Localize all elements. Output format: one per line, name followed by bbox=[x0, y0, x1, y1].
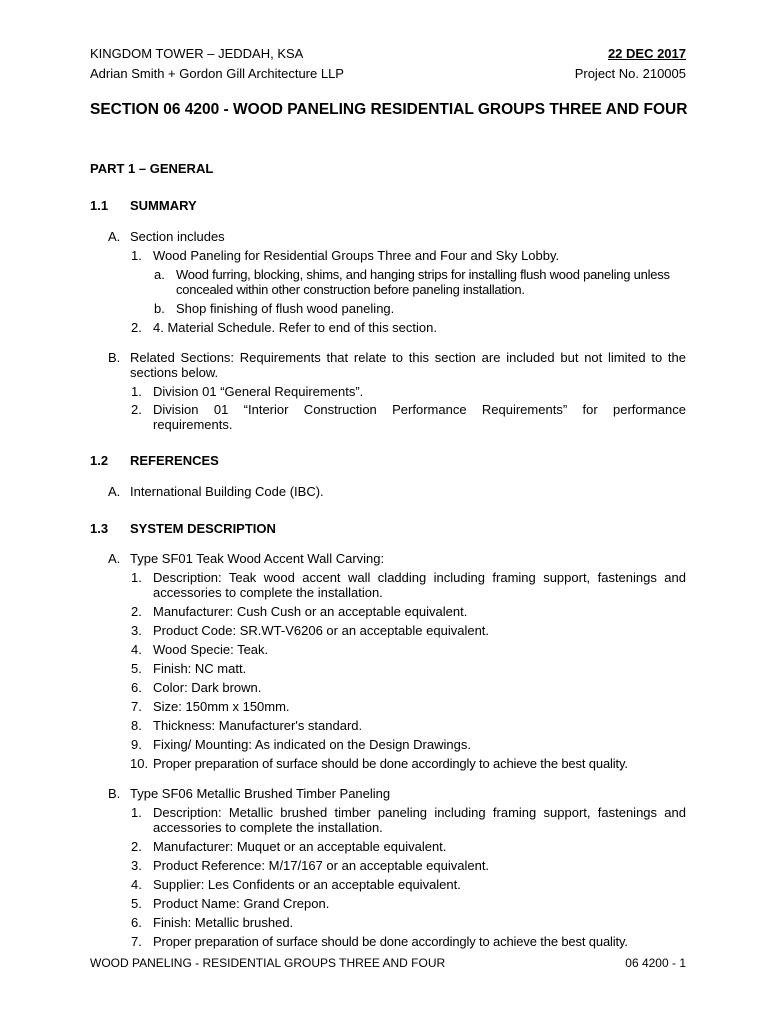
list-marker: 8. bbox=[131, 718, 142, 733]
list-item bbox=[131, 248, 686, 263]
list-marker: B. bbox=[108, 786, 121, 801]
list-item bbox=[130, 756, 693, 771]
section-number: 1.1 bbox=[90, 198, 109, 213]
list-item bbox=[131, 699, 686, 714]
footer-title: WOOD PANELING - RESIDENTIAL GROUPS THREE AND FOUR bbox=[90, 956, 446, 970]
project-name: KINGDOM TOWER – JEDDAH, KSA bbox=[90, 46, 304, 61]
list-item bbox=[131, 896, 686, 911]
list-text: Shop finishing of flush wood paneling. bbox=[176, 301, 395, 316]
list-marker: 2. bbox=[131, 604, 142, 619]
list-text: Color: Dark brown. bbox=[153, 680, 262, 695]
list-text: Related Sections: Requirements that relate to this section are included but not limited to the sections below. bbox=[130, 350, 686, 380]
list-text: Manufacturer: Muquet or an acceptable equivalent. bbox=[153, 839, 447, 854]
list-item bbox=[131, 877, 686, 892]
list-text: Wood furring, blocking, shims, and hanging strips for installing flush wood paneling unless concealed within other construction before paneling installation. bbox=[176, 267, 670, 297]
list-marker: 10. bbox=[130, 756, 149, 771]
section-heading-title: REFERENCES bbox=[130, 453, 219, 468]
list-marker: A. bbox=[108, 229, 121, 244]
list-item bbox=[131, 642, 686, 657]
list-item bbox=[131, 718, 686, 733]
list-text: Finish: Metallic brushed. bbox=[153, 915, 294, 930]
list-marker: 1. bbox=[131, 805, 142, 820]
list-marker: 1. bbox=[131, 384, 142, 399]
list-item bbox=[108, 229, 686, 244]
list-text: Proper preparation of surface should be done accordingly to achieve the best quality. bbox=[153, 756, 628, 771]
document-date: 22 DEC 2017 bbox=[607, 46, 686, 61]
list-item bbox=[131, 915, 686, 930]
project-number: Project No. 210005 bbox=[574, 66, 686, 81]
list-item bbox=[131, 320, 686, 335]
list-text: Product Code: SR.WT-V6206 or an acceptable equivalent. bbox=[153, 623, 490, 638]
list-marker: b. bbox=[154, 301, 165, 316]
list-text: Manufacturer: Cush Cush or an acceptable equivalent. bbox=[153, 604, 468, 619]
list-item bbox=[131, 661, 686, 676]
page-number: 06 4200 - 1 bbox=[625, 956, 686, 970]
list-item bbox=[131, 934, 693, 949]
section-heading-title: SUMMARY bbox=[130, 198, 197, 213]
list-text: Fixing/ Mounting: As indicated on the Design Drawings. bbox=[153, 737, 471, 752]
list-item bbox=[108, 786, 686, 801]
list-marker: 2. bbox=[131, 320, 142, 335]
list-marker: B. bbox=[108, 350, 121, 365]
list-marker: 5. bbox=[131, 661, 142, 676]
list-item bbox=[131, 839, 686, 854]
section-heading-1-1 bbox=[90, 198, 197, 213]
list-item bbox=[108, 350, 686, 380]
list-item bbox=[131, 737, 686, 752]
list-text: Division 01 “Interior Construction Performance Requirements” for performance requirements. bbox=[153, 402, 686, 432]
section-title: SECTION 06 4200 - WOOD PANELING RESIDENTIAL GROUPS THREE AND FOUR bbox=[90, 101, 688, 118]
section-number: 1.2 bbox=[90, 453, 109, 468]
list-marker: 6. bbox=[131, 915, 142, 930]
list-item bbox=[154, 301, 686, 316]
list-text: Finish: NC matt. bbox=[153, 661, 247, 676]
list-marker: 2. bbox=[131, 402, 142, 417]
list-text: Section includes bbox=[130, 229, 225, 244]
list-item bbox=[108, 551, 686, 566]
list-text: Description: Teak wood accent wall cladding including framing support, fastenings and accessories to complete the installation. bbox=[153, 570, 686, 600]
list-text: Division 01 “General Requirements”. bbox=[153, 384, 364, 399]
list-text: Type SF06 Metallic Brushed Timber Paneling bbox=[130, 786, 391, 801]
list-marker: 1. bbox=[131, 248, 142, 263]
list-marker: 1. bbox=[131, 570, 142, 585]
list-text: Size: 150mm x 150mm. bbox=[153, 699, 290, 714]
list-marker: 5. bbox=[131, 896, 142, 911]
list-item bbox=[131, 402, 686, 432]
list-marker: 9. bbox=[131, 737, 142, 752]
list-text: Wood Specie: Teak. bbox=[153, 642, 269, 657]
section-heading-1-2 bbox=[90, 453, 219, 468]
list-text: 4. Material Schedule. Refer to end of this section. bbox=[153, 320, 437, 335]
list-item bbox=[131, 623, 686, 638]
architect-firm: Adrian Smith + Gordon Gill Architecture LLP bbox=[90, 66, 344, 81]
list-marker: 3. bbox=[131, 858, 142, 873]
list-marker: 3. bbox=[131, 623, 142, 638]
header-row-1 bbox=[90, 46, 686, 62]
page-footer bbox=[90, 956, 686, 970]
section-number: 1.3 bbox=[90, 521, 109, 536]
list-text: Wood Paneling for Residential Groups Three and Four and Sky Lobby. bbox=[153, 248, 560, 263]
list-marker: 6. bbox=[131, 680, 142, 695]
list-item bbox=[131, 570, 686, 600]
list-marker: 4. bbox=[131, 877, 142, 892]
header-row-2 bbox=[90, 66, 686, 82]
list-marker: 2. bbox=[131, 839, 142, 854]
list-text: Thickness: Manufacturer's standard. bbox=[153, 718, 363, 733]
list-text: Description: Metallic brushed timber paneling including framing support, fastenings and accessories to complete the installation. bbox=[153, 805, 686, 835]
part-heading: PART 1 – GENERAL bbox=[90, 161, 214, 176]
list-item bbox=[154, 267, 688, 297]
section-heading-title: SYSTEM DESCRIPTION bbox=[130, 521, 276, 536]
list-item bbox=[131, 805, 686, 835]
list-text: Proper preparation of surface should be done accordingly to achieve the best quality. bbox=[153, 934, 628, 949]
list-marker: 4. bbox=[131, 642, 142, 657]
list-marker: a. bbox=[154, 267, 165, 282]
list-text: Product Name: Grand Crepon. bbox=[153, 896, 330, 911]
list-text: International Building Code (IBC). bbox=[130, 484, 324, 499]
list-text: Supplier: Les Confidents or an acceptable equivalent. bbox=[153, 877, 461, 892]
list-item bbox=[131, 604, 686, 619]
list-marker: 7. bbox=[131, 699, 142, 714]
list-text: Product Reference: M/17/167 or an acceptable equivalent. bbox=[153, 858, 490, 873]
list-item bbox=[108, 484, 686, 499]
list-text: Type SF01 Teak Wood Accent Wall Carving: bbox=[130, 551, 385, 566]
list-marker: 7. bbox=[131, 934, 142, 949]
section-heading-1-3 bbox=[90, 521, 276, 536]
list-marker: A. bbox=[108, 484, 121, 499]
list-item bbox=[131, 858, 686, 873]
list-item bbox=[131, 680, 686, 695]
list-marker: A. bbox=[108, 551, 121, 566]
list-item bbox=[131, 384, 686, 399]
